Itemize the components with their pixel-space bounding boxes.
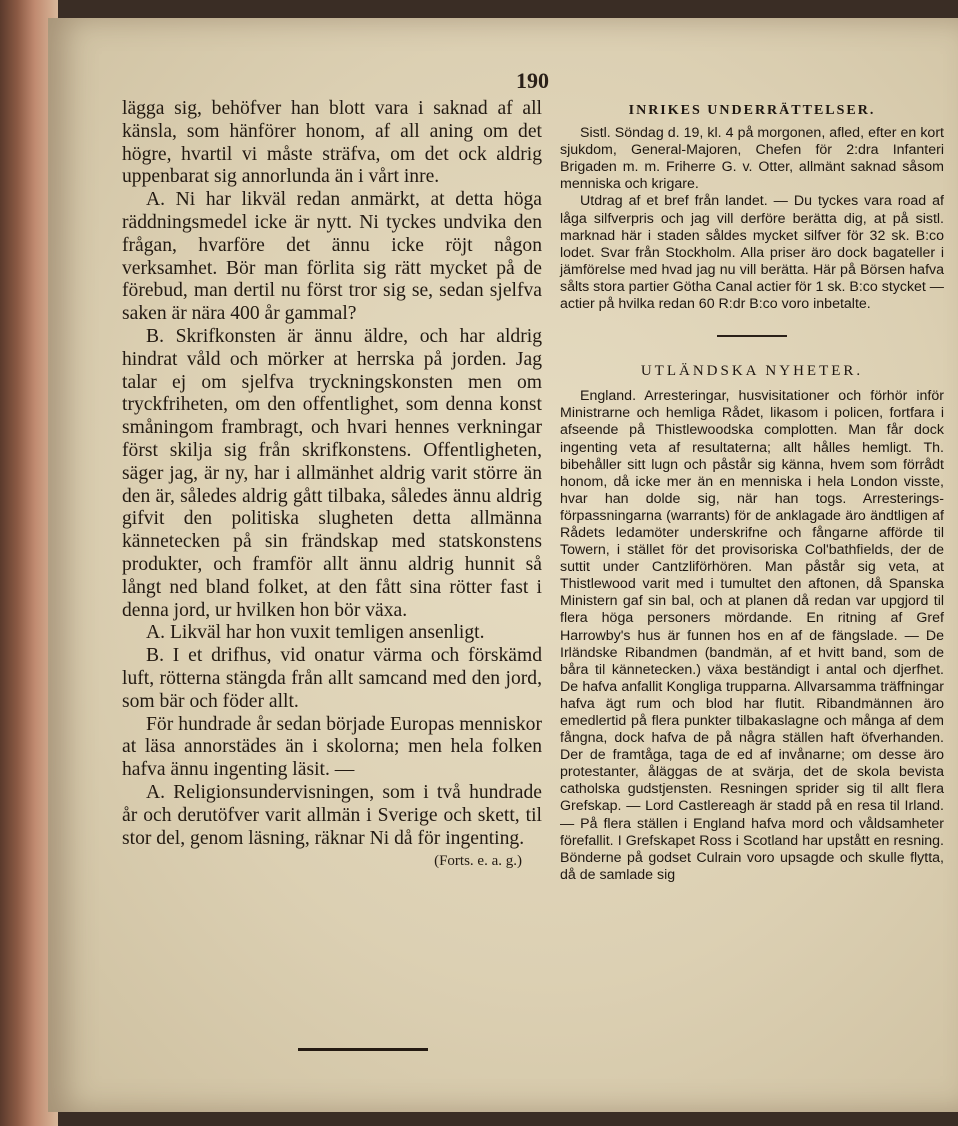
right-column — [560, 102, 944, 884]
page-paper — [48, 18, 958, 1112]
foreign-news-heading: UTLÄNDSKA NYHETER. — [640, 363, 864, 380]
left-paragraph-6: För hundrade år sedan började Europas menniskor at läsa annorstädes än i skolorna; men hela folken hafva ännu ingenting läsit. — — [122, 713, 542, 781]
page-number: 190 — [516, 68, 549, 93]
left-paragraph-4: A. Likväl har hon vuxit temligen ansenligt. — [146, 622, 485, 644]
end-rule — [298, 1048, 428, 1051]
left-paragraph-1: lägga sig, behöfver han blott vara i saknad af all känsla, som hänförer honom, af all aning om det högre, hvartil vi måste sträfva, om det ock aldrig uppenbarat sig annorlunda än i vårt inre. — [122, 98, 542, 188]
foreign-paragraph-1: England. Arresteringar, husvisitationer och förhör inför Ministrarne och hemliga Rådet, likasom i policen, fortfara i afseende på Thistlewoodska complotten. Man får dock ingenting veta af resultaterna; allt hålles hemligt. Th. bibehåller sitt lugn och påstår sig känna, hvem som förrådt honom, då icke mer än en menniska i hela London visste, hvar han dolde sig, när han togs. Arresterings-förpassningarna (warrants) för de anklagade äro ändtligen af Rådets ledamöter underskrifne och fångarne afförde til Towern, i stället för det provisoriska Col'bathfields, der de suttit under Cantzliförhören. Man påstår sig veta, at Thistlewood varit med i tumultet den aftonen, då Spanska Ministern gaf sin bal, och at planen då redan var upgjord til flera höga personers mördande. En ritning af Gref Harrowby's hus är funnen hos en af de fängslade. — De Irländske Ribandmen (bandmän, af et hvitt band, som de båra til kännetecken.) växa beständigt i antal och djerfhet. De hafva anfallit Kongliga trupparna. Allvarsamma träffningar hafva ägt rum och blod har flutit. Ribandmännen äro emedlertid på flera punkter tilbakaslagne och många af dem fångna, dock hafva de på några ställen haft öfverhanden. Der de framtåga, taga de ed af invånarne; om desse äro protestanter, åläggas de at svärja, det de skola bevista catholska gudstjensten. Resningen sprider sig til allt flera Grefskap. — Lord Castlereagh är stadd på en resa til Irland. — På flera ställen i England hafva mord och våldsamheter förefallit. I Grefskapet Ross i Scotland har upstått en resning. Bönderne på godset Culrain voro upsagde och skulle flytta, då de samlade sig — [560, 388, 944, 883]
section-divider — [717, 335, 787, 337]
left-column — [122, 98, 542, 873]
left-paragraph-2: A. Ni har likväl redan anmärkt, at detta höga räddningsmedel icke är nytt. Ni tyckes undvika den frågan, hvarföre det ännu icke röjt någon verksamhet. Bör man förlita sig rätt mycket på de förebud, man dertil nu först tror sig se, sedan sjelfva saken är nära 400 år gammal? — [122, 189, 542, 325]
domestic-news-heading: INRIKES UNDERRÄTTELSER. — [628, 103, 876, 118]
left-paragraph-3: B. Skrifkonsten är ännu äldre, och har aldrig hindrat våld och mörker at herrska på jorden. Jag talar ej om sjelfva tryckningskonsten men om tryckfriheten, om den offentlighet, som denna konst småningom frambragt, och hvari hennes verkningar först skilja sig från skrifkonstens. Offentligheten, säger jag, är ny, har i allmänhet aldrig varit större än den är, således aldrig gått tilbaka, således ännu aldrig gifvit den politiska slugheten detta allmänna kännetecken på sin frändskap med statskonstens produkter, och framför allt ännu aldrig hunnit så långt ned bland folket, at den fått sina rötter fast i denna jord, ur hvilken hon bör växa. — [122, 325, 542, 621]
left-paragraph-7: A. Religionsundervisningen, som i två hundrade år och derutöfver varit allmän i Sverige och skett, til stor del, genom läsning, räknar Ni då för ingenting. — [122, 781, 542, 849]
left-paragraph-5: B. I et drifhus, vid onatur värma och förskämd luft, rötterna stängda från allt samcand med den jord, som bär och föder allt. — [122, 645, 542, 712]
continuation-note: (Forts. e. a. g.) — [434, 853, 522, 870]
domestic-paragraph-2: Utdrag af et bref från landet. — Du tyckes vara road af låga silfverpris och jag vill derföre berätta dig, at på sistl. marknad här i staden såldes mycket silfver för 32 sk. B:co lodet. Svar från Stockholm. Alla priser äro dock bagateller i jämförelse med hvad jag nu vill berätta. Här på Börsen hafva sålts stora partier Götha Canal actier för 1 sk. B:co stycket — actier på hvilka redan 60 R:dr B:co voro inbetalte. — [560, 193, 944, 313]
domestic-paragraph-1: Sistl. Söndag d. 19, kl. 4 på morgonen, afled, efter en kort sjukdom, General-Majoren, Chefen för 2:dra Infanteri Brigaden m. m. Friherre G. v. Otter, allmänt saknad såsom menniska och krigare. — [560, 125, 944, 193]
